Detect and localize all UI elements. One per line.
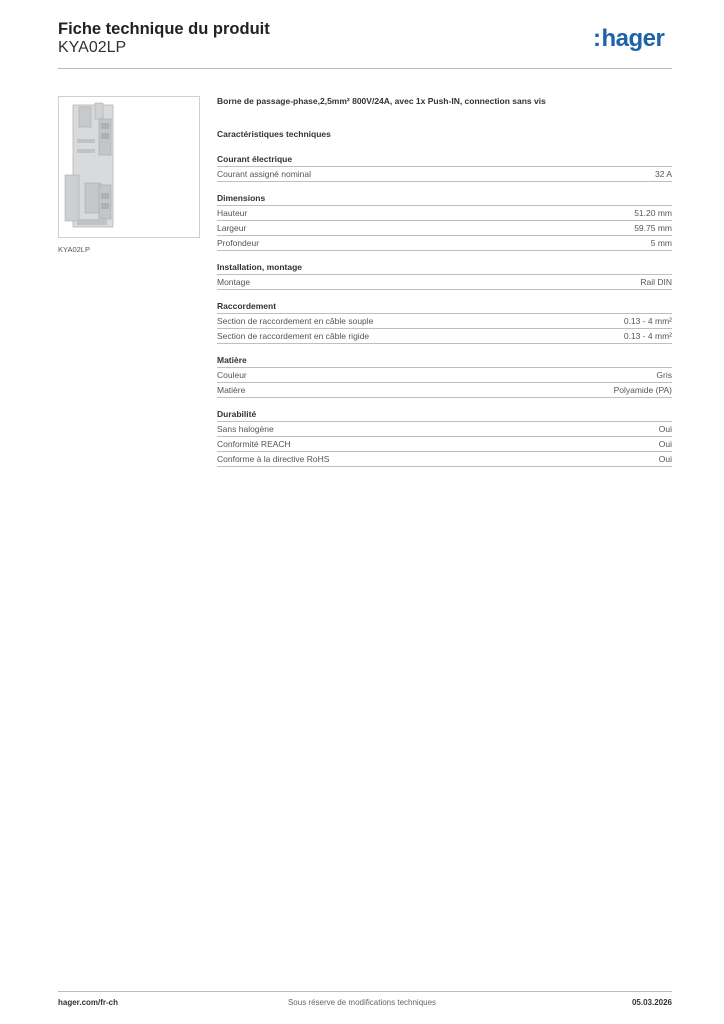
spec-value: Oui [658,424,672,434]
footer-divider [58,991,672,992]
spec-value: 51.20 mm [634,208,672,218]
spec-value: 32 A [654,169,672,179]
spec-row [217,451,672,467]
footer-website-link[interactable]: hager.com/fr-ch [58,998,119,1007]
section-dimensions [217,192,672,251]
spec-row [217,235,672,251]
spec-value: 0.13 - 4 mm² [623,316,672,326]
section-courant-electrique [217,153,672,182]
spec-row [217,274,672,290]
spec-row [217,382,672,398]
spec-value: Oui [658,439,672,449]
section-title: Raccordement [217,301,277,311]
spec-label: Courant assigné nominal [217,169,312,179]
spec-value: 5 mm [650,238,672,248]
spec-label: Largeur [217,223,247,233]
spec-value: 0.13 - 4 mm² [623,331,672,341]
image-caption: KYA02LP [58,245,90,254]
section-matiere [217,354,672,398]
spec-label: Hauteur [217,208,248,218]
spec-content [217,95,672,467]
header-divider [58,68,672,69]
footer-date: 05.03.2026 [631,998,672,1007]
spec-row [217,328,672,344]
spec-label: Profondeur [217,238,260,248]
section-durabilite [217,408,672,467]
product-description: Borne de passage-phase,2,5mm² 800V/24A, avec 1x Push-IN, connection sans vis [217,96,546,106]
page-title: Fiche technique du produit [58,20,270,38]
spec-label: Sans halogène [217,424,274,434]
spec-label: Section de raccordement en câble rigide [217,331,370,341]
spec-row [217,367,672,382]
section-title: Installation, montage [217,262,303,272]
spec-row [217,166,672,182]
spec-label: Matière [217,385,246,395]
spec-label: Montage [217,277,251,287]
logo-colon: : [593,25,601,52]
product-image [58,96,200,238]
section-title: Dimensions [217,193,266,203]
spec-row [217,436,672,451]
spec-row [217,421,672,436]
spec-label: Conforme à la directive RoHS [217,454,330,464]
section-raccordement [217,300,672,344]
spec-row [217,220,672,235]
section-installation-montage [217,261,672,290]
spec-value: Rail DIN [640,277,672,287]
spec-row [217,313,672,328]
spec-label: Conformité REACH [217,439,291,449]
spec-value: 59.75 mm [634,223,672,233]
logo-text: hager [601,25,665,52]
spec-row [217,205,672,220]
footer-notice: Sous réserve de modifications techniques [287,998,437,1007]
section-title: Matière [217,355,247,365]
spec-label: Section de raccordement en câble souple [217,316,374,326]
spec-value: Oui [658,454,672,464]
spec-value: Polyamide (PA) [613,385,672,395]
section-title: Courant électrique [217,154,293,164]
spec-value: Gris [656,370,672,380]
terminal-block-illustration [59,97,199,237]
section-title: Durabilité [217,409,257,419]
characteristics-heading: Caractéristiques techniques [217,129,331,139]
hager-logo [593,27,664,51]
spec-label: Couleur [217,370,247,380]
product-code: KYA02LP [58,39,127,56]
